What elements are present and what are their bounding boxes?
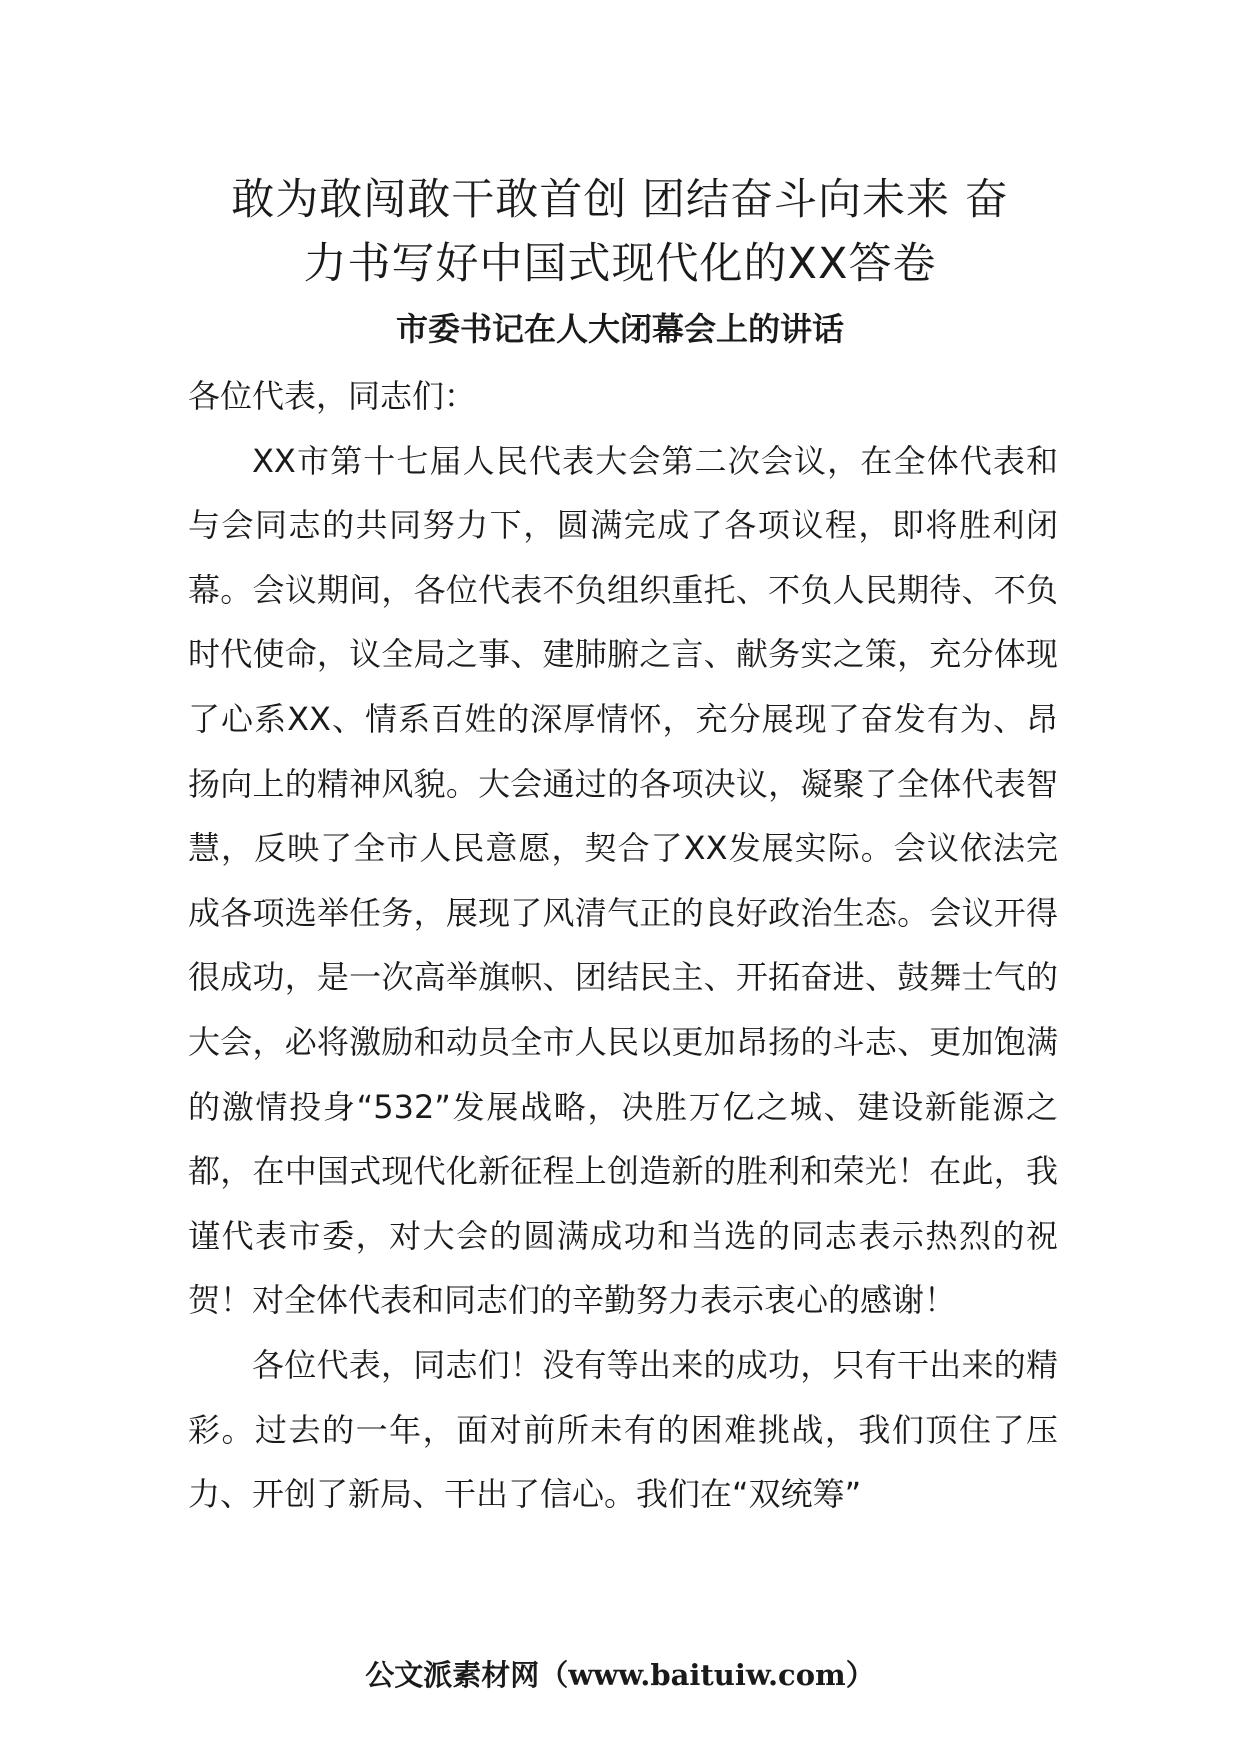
salutation: 各位代表，同志们： [188, 377, 477, 415]
document-title [0, 168, 1240, 296]
paragraph-1: XX市第十七届人民代表大会第二次会议，在全体代表和与会同志的共同努力下，圆满完成了各项议程，即将胜利闭幕。会议期间，各位代表不负组织重托、不负人民期待、不负时代使命，议全局之事、建肺腑之言、献务实之策，充分体现了心系XX、情系百姓的深厚情怀，充分展现了奋发有为、昂扬向上的精神风貌。大会通过的各项决议，凝聚了全体代表智慧，反映了全市人民意愿，契合了XX发展实际。会议依法完成各项选举任务，展现了风清气正的良好政治生态。会议开得很成功，是一次高举旗帜、团结民主、开拓奋进、鼓舞士气的大会，必将激励和动员全市人民以更加昂扬的斗志、更加饱满的激情投身“532”发展战略，决胜万亿之城、建设新能源之都，在中国式现代化新征程上创造新的胜利和荣光！在此，我谨代表市委，对大会的圆满成功和当选的同志表示热烈的祝贺！对全体代表和同志们的辛勤努力表示衷心的感谢！ [188, 441, 1058, 1320]
title-line-1: 敢为敢闯敢干敢首创 团结奋斗向未来 奋 [231, 175, 1009, 225]
title-line-2: 力书写好中国式现代化的XX答卷 [303, 239, 937, 289]
watermark-footer: 公文派素材网（www.baituiw.com） [365, 1658, 875, 1692]
paragraph-2: 各位代表，同志们！没有等出来的成功，只有干出来的精彩。过去的一年，面对前所未有的困难挑战，我们顶住了压力、开创了新局、干出了信心。我们在“双统筹” [188, 1345, 1058, 1514]
document-body [188, 364, 1058, 1527]
document-subtitle: 市委书记在人大闭幕会上的讲话 [395, 310, 844, 348]
